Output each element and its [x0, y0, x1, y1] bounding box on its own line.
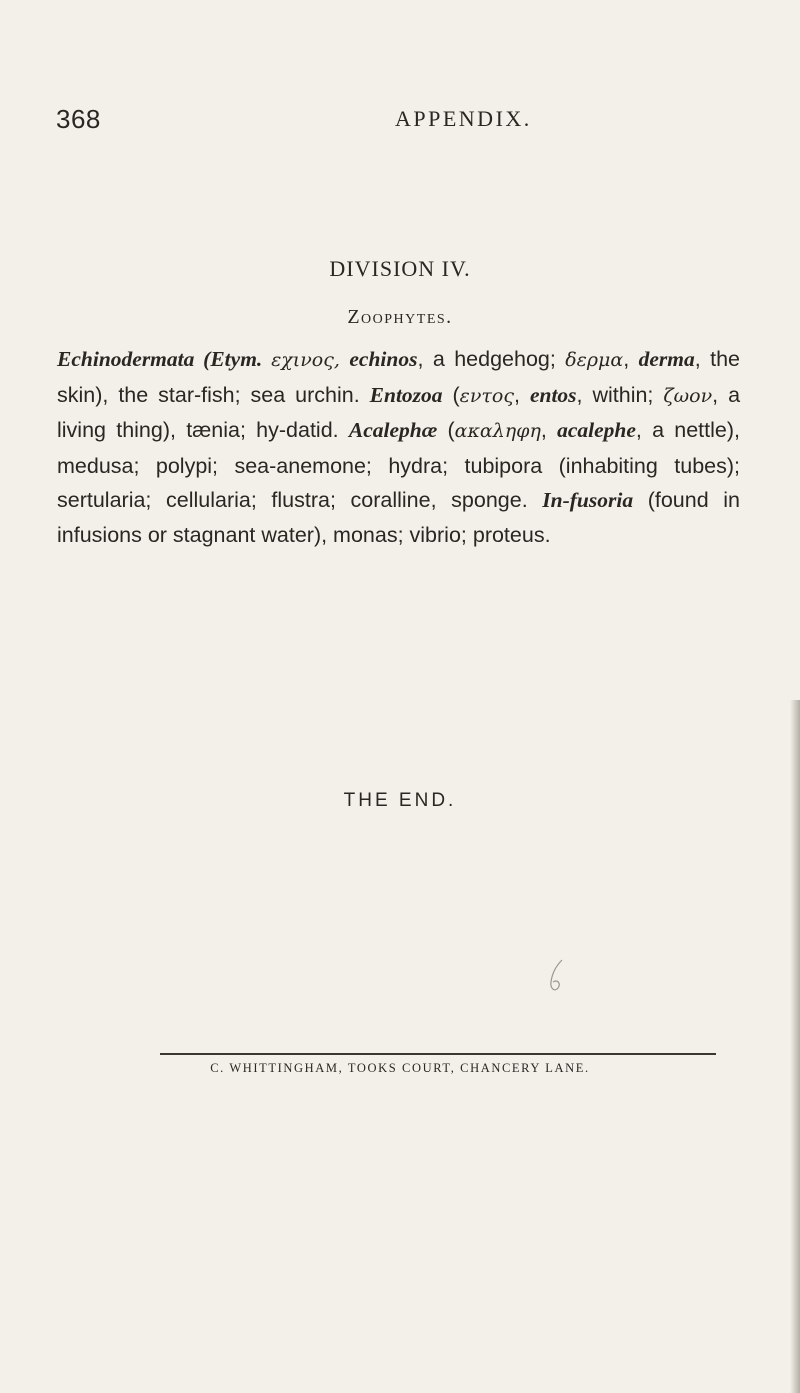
- body-text-run: (found in infusions or stagnant water), monas; vibrio; proteus.: [57, 488, 740, 547]
- body-text-run: , a living thing), tænia; hy-datid.: [57, 382, 741, 442]
- greek-term: εχινος,: [271, 349, 350, 371]
- body-text-run: ,: [540, 418, 558, 442]
- body-text-run: ,: [623, 347, 639, 371]
- printer-imprint: C. WHITTINGHAM, TOOKS COURT, CHANCERY LANE.: [210, 1061, 590, 1075]
- the-end: THE END.: [343, 790, 457, 811]
- greek-term: εντος: [459, 384, 514, 407]
- greek-term: ζωον: [663, 384, 713, 407]
- body-text-run: (: [442, 382, 460, 407]
- division-heading: DIVISION IV.: [329, 256, 471, 281]
- greek-term: ακαληφη: [454, 420, 541, 442]
- body-text-run: , the skin), the star-fish; sea urchin.: [57, 347, 740, 407]
- body-text-run: (: [437, 418, 455, 442]
- printer-rule: [160, 1053, 716, 1055]
- body-text-run: , a nettle), medusa; polypi; sea-anemone; hydra; tubipora (inhabiting tubes); sertularia; cellularia; flustra; coralline, sponge.: [57, 418, 740, 512]
- italic-term: echinos: [349, 347, 418, 371]
- italic-term: Entozoa: [369, 382, 443, 407]
- page-number: 368: [56, 104, 101, 134]
- body-text-run: , a hedgehog;: [417, 347, 566, 371]
- body-text-run: , within;: [576, 382, 664, 407]
- running-head: [0, 104, 800, 140]
- body-paragraph: [57, 342, 740, 552]
- italic-term: acalephe: [557, 418, 636, 442]
- italic-term: Acalephæ: [348, 418, 438, 442]
- section-heading: Zoophytes.: [347, 306, 453, 328]
- italic-term: entos: [529, 382, 577, 407]
- greek-term: δερμα: [565, 349, 624, 371]
- pencil-mark: [546, 958, 566, 994]
- body-text-run: ,: [514, 382, 530, 407]
- page-edge-shadow: [790, 700, 800, 1393]
- italic-term: derma: [638, 347, 695, 371]
- italic-term: Echinodermata (Etym.: [57, 347, 272, 371]
- running-title: APPENDIX.: [395, 106, 532, 131]
- italic-term: In-fusoria: [542, 488, 634, 512]
